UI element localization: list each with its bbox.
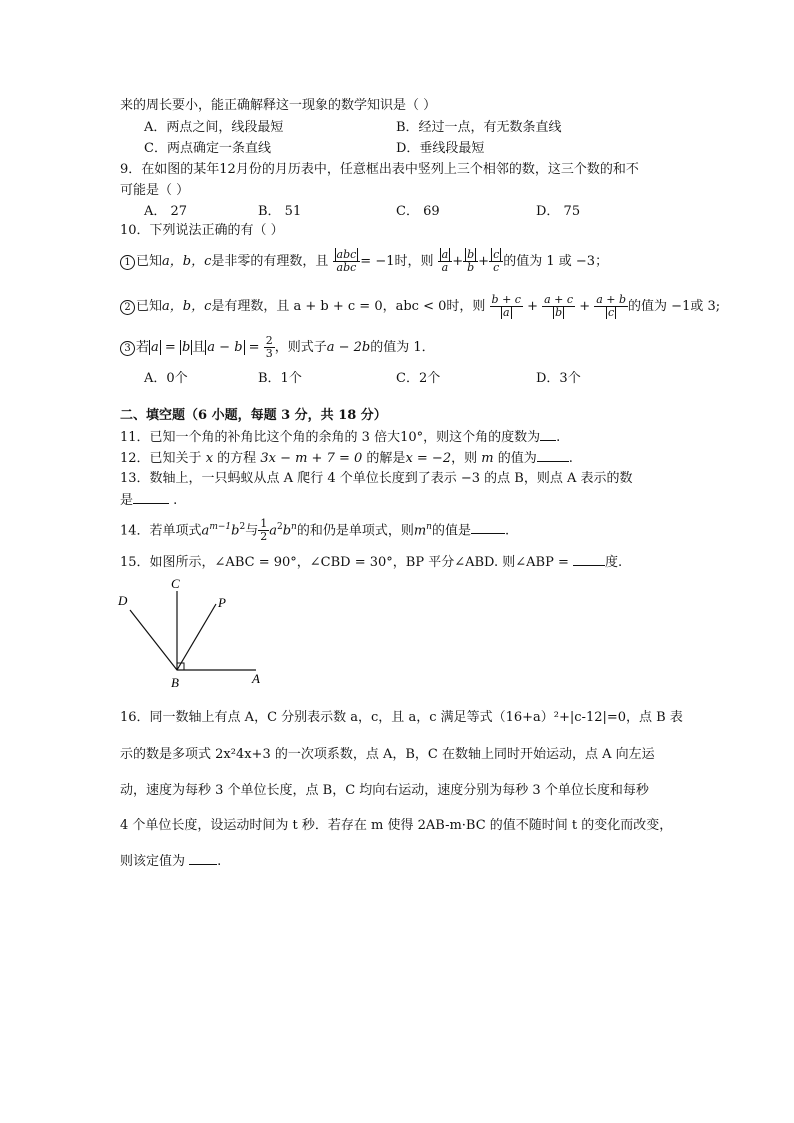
- q16-line2: 示的数是多项式 2x²4x+3 的一次项系数，点 A，B，C 在数轴上同时开始运动，点 A 向左运: [120, 747, 655, 762]
- fraction-two-thirds: $\frac{2}{3}$: [265, 334, 273, 360]
- q10-option-a: A．0个: [144, 371, 188, 386]
- ray-bd: [130, 610, 177, 670]
- q16-line3: 动，速度为每秒 3 个单位长度，点 B，C 均向右运动，速度分别为每秒 3 个单位长度和每秒: [120, 783, 649, 798]
- fraction-abc: $\frac{\text{abc}}{\text{abc}}$: [333, 249, 361, 274]
- label-p: P: [218, 595, 226, 610]
- q10-option-d: D．3个: [536, 371, 581, 386]
- q10-statement-2: 2 已知a，b，c是有理数，且 a + b + c = 0，abc < 0时，则 $\frac{b + c}{a}$ + $\frac{a + c}{b}$ + $\frac{a + b}{c}$ 的值为 −1或 3;: [120, 290, 720, 324]
- circled-3-icon: 3: [120, 341, 135, 356]
- q13-line2: 是 .: [120, 493, 178, 508]
- q8-option-b: B．经过一点，有无数条直线: [396, 120, 562, 135]
- q16-line5: 则该定值为 .: [120, 854, 222, 869]
- label-d: D: [118, 593, 128, 608]
- fraction-bc-over-a: $\frac{b + c}{a}$: [491, 293, 521, 319]
- q15: 15．如图所示，∠ABC = 90°，∠CBD = 30°，BP 平分∠ABD. 则∠ABP = 度.: [120, 555, 623, 570]
- circled-2-icon: 2: [120, 300, 135, 315]
- label-a: A: [252, 671, 260, 686]
- fraction-b: $\frac{b}{b}$: [463, 249, 478, 274]
- q8-option-d: D．垂线段最短: [396, 141, 485, 156]
- label-c: C: [171, 576, 180, 591]
- q9-option-a: A． 27: [144, 204, 188, 219]
- q11: 11．已知一个角的补角比这个角的余角的 3 倍大10°，则这个角的度数为 .: [120, 430, 561, 445]
- fraction-ac-over-b: $\frac{a + c}{b}$: [544, 293, 574, 319]
- section-heading: 二、填空题（6 小题，每题 3 分，共 18 分）: [120, 408, 387, 423]
- q13-line1: 13．数轴上，一只蚂蚁从点 A 爬行 4 个单位长度到了表示 −3 的点 B，则点 A 表示的数: [120, 471, 633, 486]
- q16-line4: 4 个单位长度，设运动时间为 t 秒．若存在 m 使得 2AB-m·BC 的值不随时间 t 的变化而改变，: [120, 818, 673, 833]
- q10-option-c: C．2个: [396, 371, 441, 386]
- q14: 14．若单项式$a^{m-1}b^2$与 $\frac{1}{2}$ $a^2b^n$的和仍是单项式，则$m^n$的值是 .: [120, 517, 510, 544]
- q10-statement-1: 1 已知a，b，c是非零的有理数，且 $\frac{\text{abc}}{\text{abc}}$ = −1时，则 $\frac{a}{a}$ + $\frac{b}{b}$ + $\frac{c}{c}$ 的值为 1 或 −3；: [120, 247, 608, 277]
- q9-option-d: D． 75: [536, 204, 581, 219]
- q9-option-c: C． 69: [396, 204, 440, 219]
- label-b: B: [171, 675, 179, 690]
- fraction-a: $\frac{a}{a}$: [438, 249, 453, 274]
- fraction-one-half: $\frac{1}{2}$: [260, 517, 268, 544]
- q10-stem: 10．下列说法正确的有（ ）: [120, 223, 284, 238]
- q12: 12．已知关于 x 的方程 3x − m + 7 = 0 的解是x = −2，则 m 的值为 .: [120, 451, 573, 466]
- q9-line2: 可能是（ ）: [120, 183, 190, 198]
- q10-statement-3: 3 若 a = b 且 a − b = $\frac{2}{3}$ ，则式子a − 2b的值为 1．: [120, 333, 435, 363]
- q8-option-c: C．两点确定一条直线: [144, 141, 271, 156]
- fraction-ab-over-c: $\frac{a + b}{c}$: [596, 293, 627, 319]
- q8-option-a: A．两点之间，线段最短: [144, 120, 284, 135]
- ray-bp: [177, 604, 216, 670]
- q16-line1: 16．同一数轴上有点 A，C 分别表示数 a，c，且 a，c 满足等式（16+a）²+|c-12|=0，点 B 表: [120, 710, 683, 725]
- q8-stem: 来的周长要小，能正确解释这一现象的数学知识是（ ）: [120, 98, 437, 113]
- q10-option-b: B．1个: [258, 371, 302, 386]
- fraction-c: $\frac{c}{c}$: [489, 249, 503, 274]
- angle-figure: [112, 574, 272, 690]
- circled-1-icon: 1: [120, 255, 135, 270]
- q9-line1: 9．在如图的某年12月份的月历表中，任意框出表中竖列上三个相邻的数，这三个数的和不: [120, 162, 639, 177]
- q9-option-b: B． 51: [258, 204, 302, 219]
